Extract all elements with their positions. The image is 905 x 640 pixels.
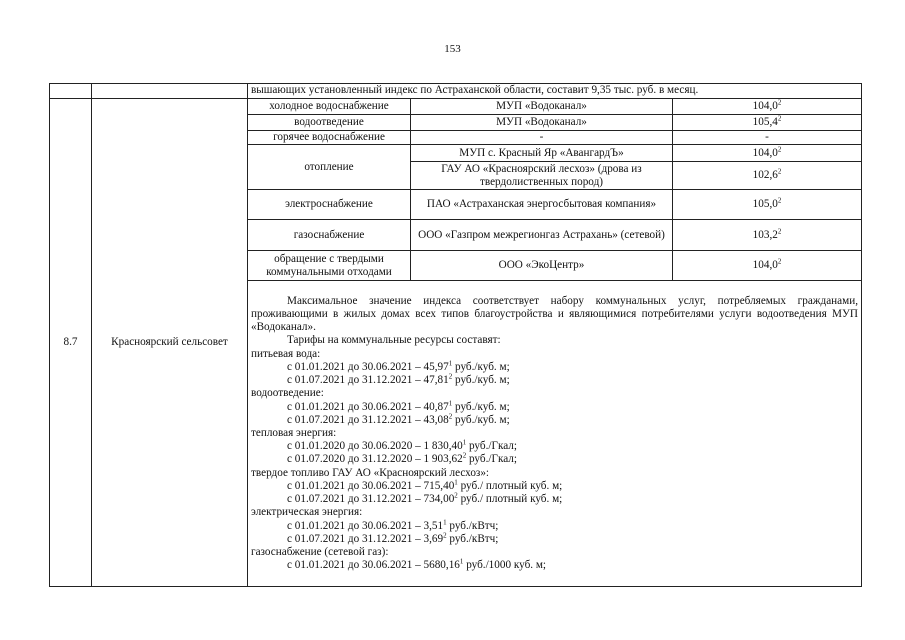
empty-cell: [92, 84, 248, 99]
group-title: водоотведение:: [251, 387, 324, 400]
group-title: тепловая энергия:: [251, 427, 337, 439]
index-value: -: [673, 131, 862, 145]
service-name: водоотведение: [248, 115, 411, 131]
index-value: 105,4$^2$: [673, 115, 862, 131]
service-name: обращение с твердыми коммунальными отходами: [248, 251, 411, 281]
tariff-line: с 01.01.2021 до 30.06.2021 – 3,51$^1$ руб./кВтч;: [287, 517, 499, 532]
service-name: газоснабжение: [248, 220, 411, 251]
service-name: горячее водоснабжение: [248, 131, 411, 145]
group-title: питьевая вода:: [251, 347, 321, 360]
provider-name: ПАО «Астраханская энергосбытовая компания»: [411, 190, 673, 220]
continuation-row: [50, 84, 862, 99]
tariff-line: с 01.07.2021 до 31.12.2021 – 3,69$^2$ руб./кВтч;: [287, 531, 499, 545]
index-value: 104,0$^2$: [673, 99, 862, 115]
tariff-line: с 01.01.2021 до 30.06.2021 – 45,97$^1$ руб./куб. м;: [287, 359, 510, 373]
tariff-table: [49, 83, 862, 587]
provider-name: -: [411, 131, 673, 145]
index-value: 102,6$^2$: [673, 162, 862, 190]
tariff-line: с 01.07.2021 до 31.12.2021 – 734,00$^2$ руб./ плотный куб. м;: [287, 491, 563, 506]
row-number: 8.7: [50, 99, 92, 587]
service-name: холодное водоснабжение: [248, 99, 411, 115]
tariff-text: [248, 281, 862, 587]
provider-name: МУП «Водоканал»: [411, 115, 673, 131]
page-number: 153: [444, 43, 461, 55]
index-value: 105,0$^2$: [673, 190, 862, 220]
header-note: вышающих установленный индекс по Астраханской области, составит 9,35 тыс. руб. в месяц.: [248, 84, 862, 99]
tariff-line: с 01.01.2021 до 30.06.2021 – 715,40$^1$ руб./ плотный куб. м;: [287, 478, 563, 492]
tariff-line: с 01.01.2020 до 30.06.2020 – 1 830,40$^1$ руб./Гкал;: [287, 438, 517, 453]
municipality-name: Красноярский сельсовет: [92, 99, 248, 587]
tariff-line: с 01.01.2021 до 30.06.2021 – 40,87$^1$ руб./куб. м;: [287, 398, 510, 413]
provider-name: ООО «Газпром межрегионгаз Астрахань» (сетевой): [411, 220, 673, 251]
index-value: 104,0$^2$: [673, 251, 862, 281]
tariff-line: с 01.07.2021 до 31.12.2021 – 43,08$^2$ руб./куб. м;: [287, 412, 510, 426]
group-title: газоснабжение (сетевой газ):: [251, 545, 389, 558]
service-row: [50, 99, 862, 115]
group-title: электрическая энергия:: [251, 506, 363, 519]
index-value: 104,0$^2$: [673, 145, 862, 162]
provider-name: ООО «ЭкоЦентр»: [411, 251, 673, 281]
service-name: электроснабжение: [248, 190, 411, 220]
empty-cell: [50, 84, 92, 99]
group-title: твердое топливо ГАУ АО «Красноярский лесхоз»:: [251, 466, 490, 479]
index-value: 103,2$^2$: [673, 220, 862, 251]
tariff-line: с 01.07.2021 до 31.12.2021 – 47,81$^2$ руб./куб. м;: [287, 372, 510, 387]
service-name: отопление: [248, 145, 411, 190]
provider-name: ГАУ АО «Красноярский лесхоз» (дрова из твердолиственных пород): [411, 162, 673, 190]
tariff-line: с 01.07.2020 до 31.12.2020 – 1 903,62$^2$ руб./Гкал;: [287, 451, 517, 466]
paragraph-index-note: Максимальное значение индекса соответствует набору коммунальных услуг, потребляемых гражданами, проживающими в жилых домах всех типов благоустройства и являющимися потребителями услуги водоотведения МУП «Водоканал».: [251, 294, 858, 334]
provider-name: МУП с. Красный Яр «АвангардЪ»: [411, 145, 673, 162]
paragraph-tariffs-intro: Тарифы на коммунальные ресурсы составят:: [287, 334, 501, 347]
provider-name: МУП «Водоканал»: [411, 99, 673, 115]
tariff-line: с 01.01.2021 до 30.06.2021 – 5680,16$^1$ руб./1000 куб. м;: [287, 557, 547, 572]
